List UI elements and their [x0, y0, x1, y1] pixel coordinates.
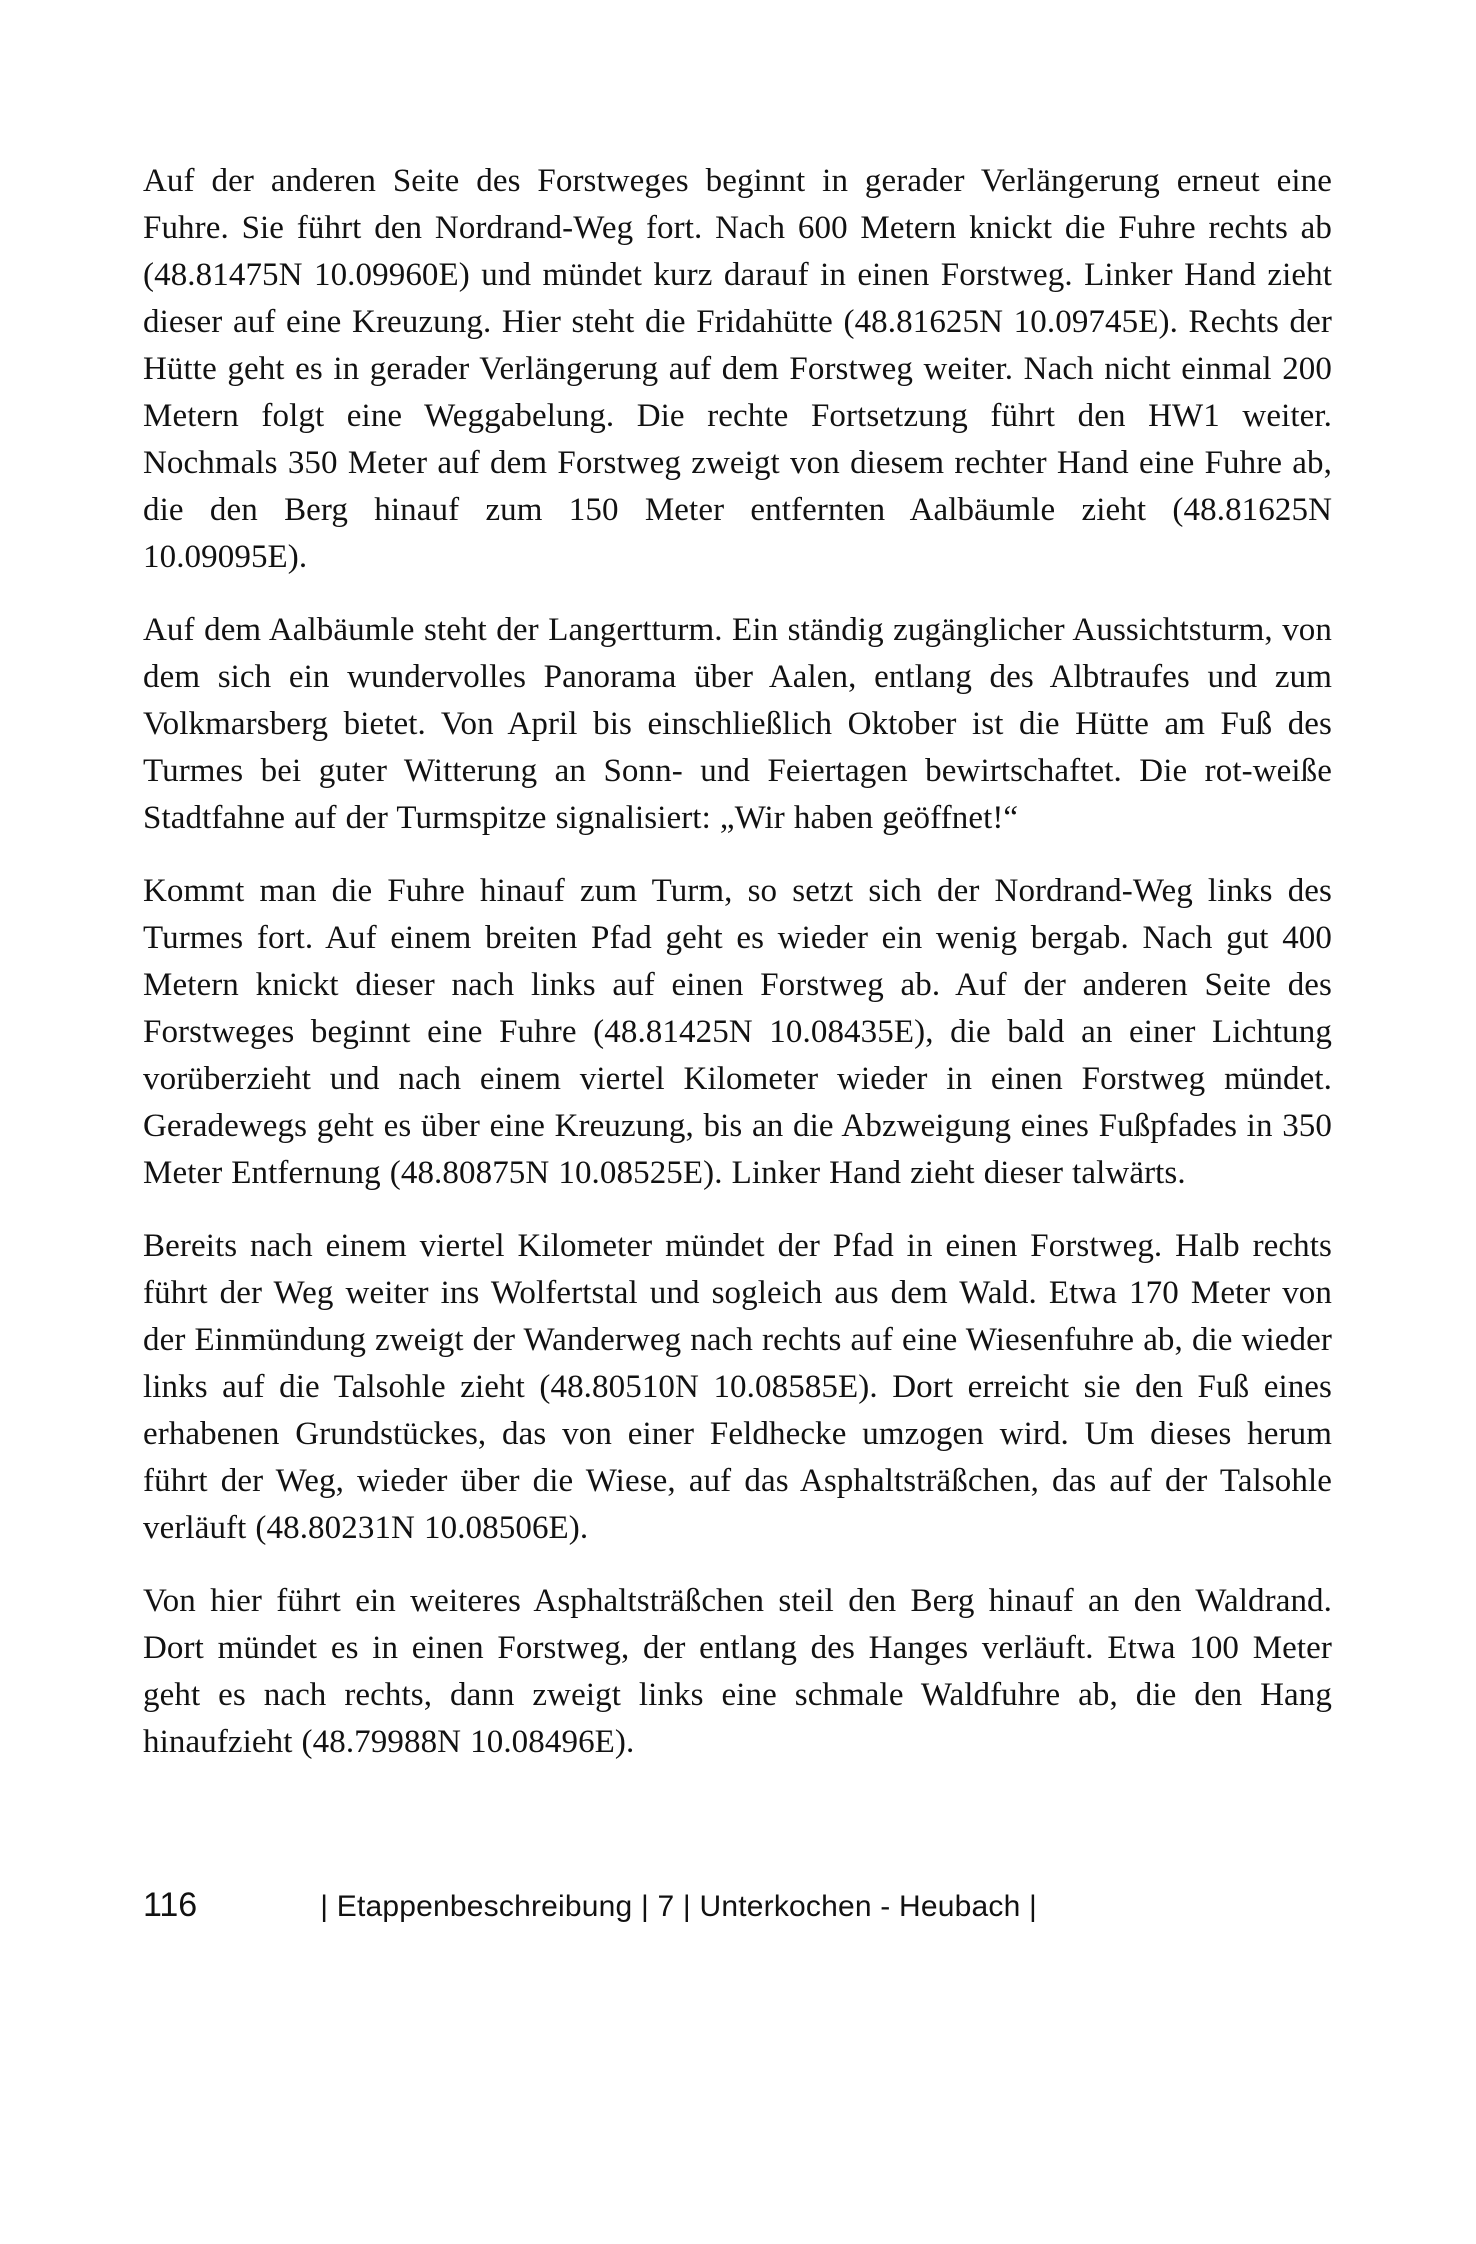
body-paragraph: Kommt man die Fuhre hinauf zum Turm, so setzt sich der Nordrand-Weg links des Turmes fort. Auf einem breiten Pfad geht es wieder ein wenig bergab. Nach gut 400 Metern knickt dieser nach links auf einen Forstweg ab. Auf der anderen Seite des Forstweges beginnt eine Fuhre (48.81425N 10.08435E), die bald an einer Lichtung vorüberzieht und nach einem viertel Kilometer wieder in einen Forstweg mündet. Geradewegs geht es über eine Kreuzung, bis an die Abzweigung eines Fußpfades in 350 Meter Entfernung (48.80875N 10.08525E). Linker Hand zieht dieser talwärts. [143, 873, 1332, 1191]
body-paragraph: Bereits nach einem viertel Kilometer mündet der Pfad in einen Forstweg. Halb rechts führt der Weg weiter ins Wolfertstal und sogleich aus dem Wald. Etwa 170 Meter von der Einmündung zweigt der Wanderweg nach rechts auf eine Wiesenfuhre ab, die wieder links auf die Talsohle zieht (48.80510N 10.08585E). Dort erreicht sie den Fuß eines erhabenen Grundstückes, das von einer Feldhecke umzogen wird. Um dieses herum führt der Weg, wieder über die Wiese, auf das Asphaltsträßchen, das auf der Talsohle verläuft (48.80231N 10.08506E). [143, 1228, 1332, 1546]
body-text [143, 158, 1332, 1766]
page-footer [143, 1886, 1332, 1925]
body-paragraph: Von hier führt ein weiteres Asphaltsträßchen steil den Berg hinauf an den Waldrand. Dort mündet es in einen Forstweg, der entlang des Hanges verläuft. Etwa 100 Meter geht es nach rechts, dann zweigt links eine schmale Waldfuhre ab, die den Hang hinaufzieht (48.79988N 10.08496E). [143, 1583, 1332, 1760]
body-paragraph: Auf der anderen Seite des Forstweges beginnt in gerader Verlängerung erneut eine Fuhre. Sie führt den Nordrand-Weg fort. Nach 600 Metern knickt die Fuhre rechts ab (48.81475N 10.09960E) und mündet kurz darauf in einen Forstweg. Linker Hand zieht dieser auf eine Kreuzung. Hier steht die Fridahütte (48.81625N 10.09745E). Rechts der Hütte geht es in gerader Verlängerung auf dem Forstweg weiter. Nach nicht einmal 200 Metern folgt eine Weggabelung. Die rechte Fortsetzung führt den HW1 weiter. Nochmals 350 Meter auf dem Forstweg zweigt von diesem rechter Hand eine Fuhre ab, die den Berg hinauf zum 150 Meter entfernten Aalbäumle zieht (48.81625N 10.09095E). [143, 163, 1332, 575]
body-paragraph: Auf dem Aalbäumle steht der Langertturm. Ein ständig zugänglicher Aussichtsturm, von dem sich ein wundervolles Panorama über Aalen, entlang des Albtraufes und zum Volkmarsberg bietet. Von April bis einschließlich Oktober ist die Hütte am Fuß des Turmes bei guter Witterung an Sonn- und Feiertagen bewirtschaftet. Die rot-weiße Stadtfahne auf der Turmspitze signalisiert: „Wir haben geöffnet!“ [143, 612, 1332, 836]
page-number: 116 [143, 1886, 198, 1924]
running-footer: | Etappenbeschreibung | 7 | Unterkochen - Heubach | [320, 1890, 1038, 1923]
